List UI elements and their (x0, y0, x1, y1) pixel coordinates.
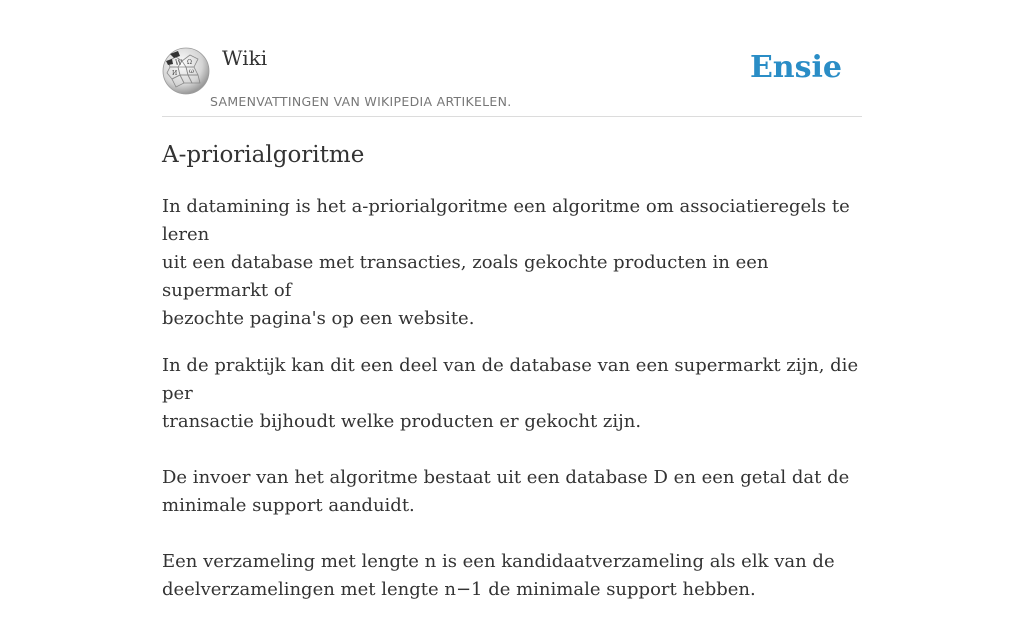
text-line: transactie bijhoudt welke producten er gekocht zijn. (162, 411, 642, 432)
site-header (162, 44, 862, 117)
svg-text:ω: ω (189, 68, 194, 75)
text-line: uit een database met transacties, zoals gekochte producten in een supermarkt of (162, 252, 769, 301)
article-content (162, 138, 872, 623)
article-paragraph (162, 352, 872, 604)
line-break (162, 436, 872, 464)
text-line: minimale support aanduidt. (162, 495, 415, 516)
article-title: A-priorialgoritme (162, 142, 365, 168)
svg-text:W: W (175, 59, 183, 67)
text-line: De invoer van het algoritme bestaat uit een database D en een getal dat de (162, 467, 850, 488)
article-paragraph (162, 193, 872, 333)
text-line: In datamining is het a-priorialgoritme een algoritme om associatieregels te leren (162, 196, 850, 245)
svg-text:Ω: Ω (187, 59, 192, 66)
text-line: bezochte pagina's op een website. (162, 308, 475, 329)
wikipedia-globe-icon[interactable] (162, 47, 210, 95)
ensie-brand-link[interactable]: Ensie (749, 50, 842, 85)
text-line: In de praktijk kan dit een deel van de database van een supermarkt zijn, die per (162, 355, 859, 404)
text-line: Een verzameling met lengte n is een kandidaatverzameling als elk van de (162, 551, 835, 572)
svg-text:И: И (172, 70, 178, 77)
site-tagline: SAMENVATTINGEN VAN WIKIPEDIA ARTIKELEN. (210, 94, 512, 109)
text-line: deelverzamelingen met lengte n−1 de minimale support hebben. (162, 579, 756, 600)
line-break (162, 520, 872, 548)
site-name: Wiki (222, 46, 268, 70)
